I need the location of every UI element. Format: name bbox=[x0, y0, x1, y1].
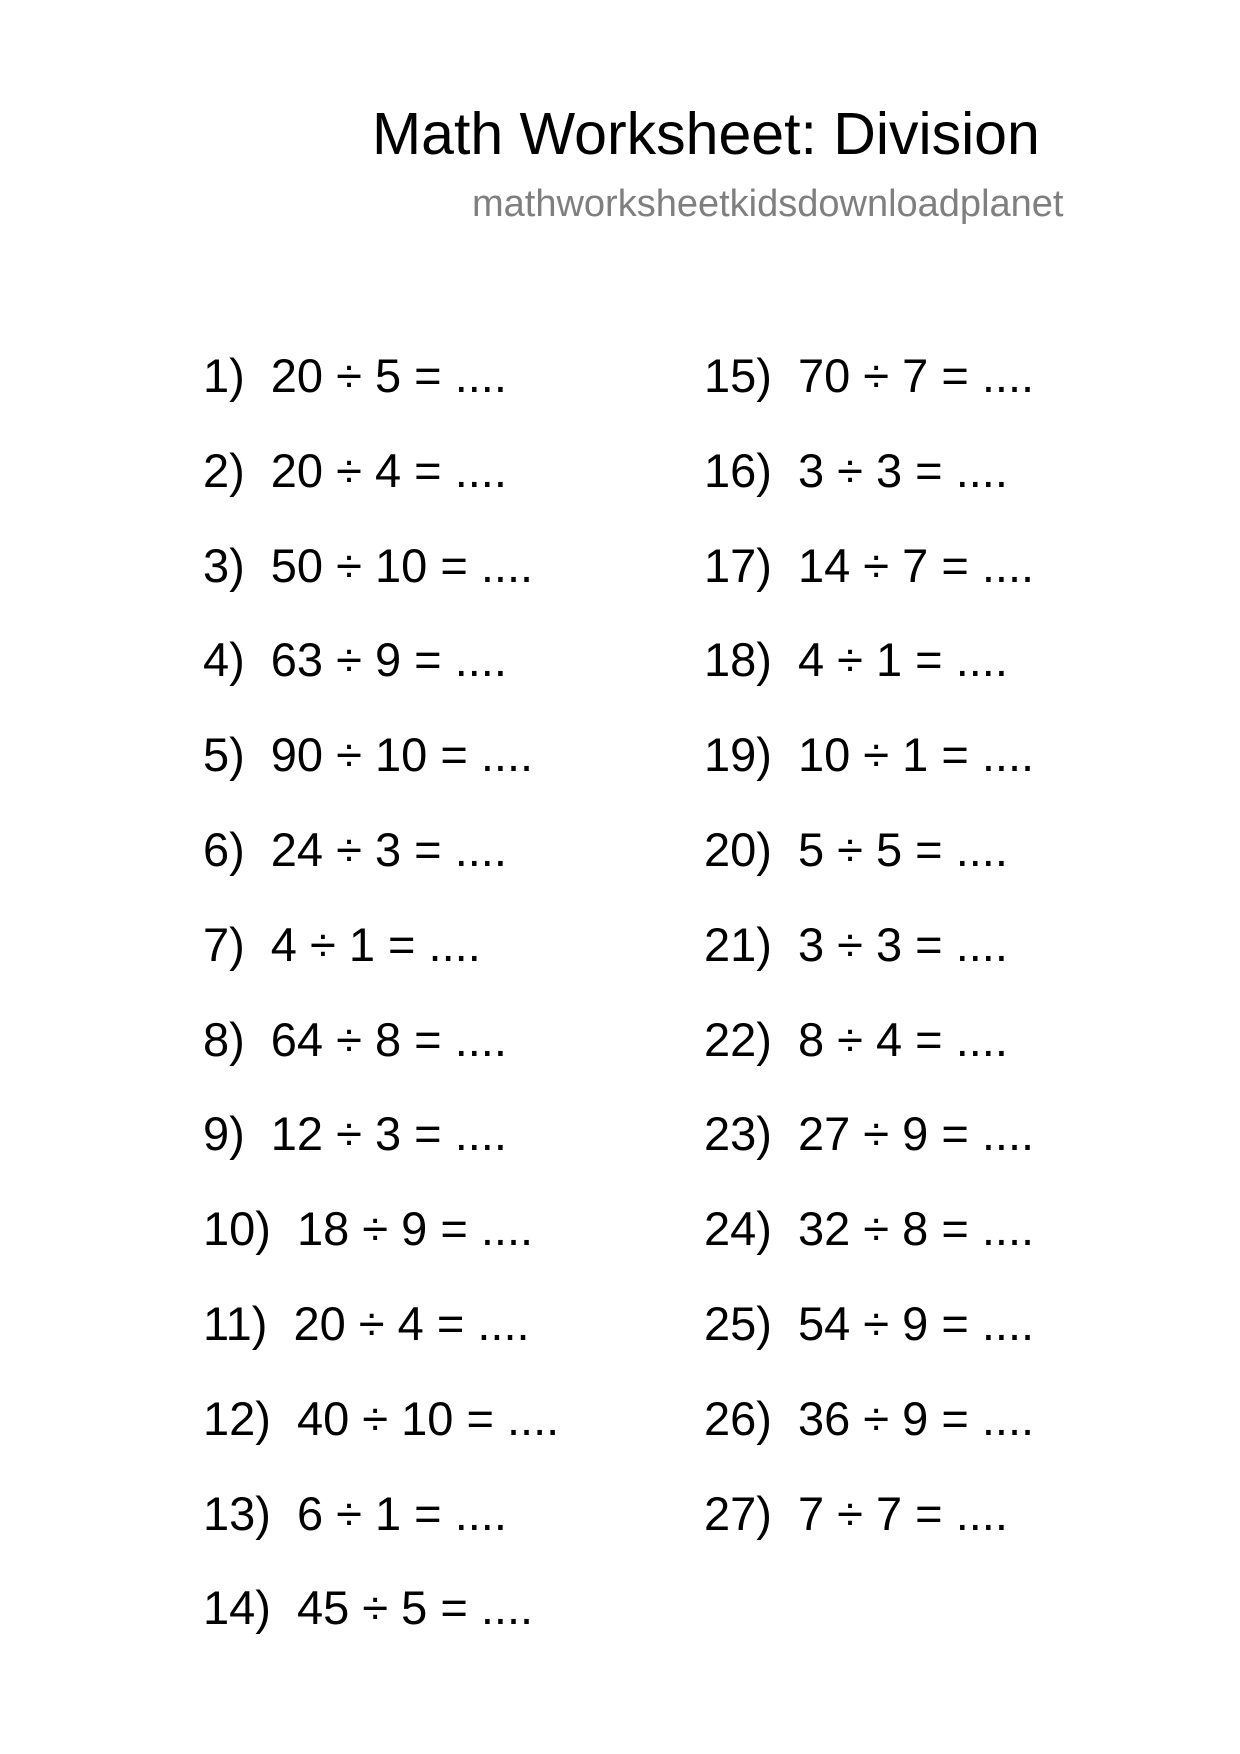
problem-expression: 10 ÷ 1 = .... bbox=[797, 728, 1035, 782]
problem-expression: 5 ÷ 5 = .... bbox=[797, 822, 1008, 876]
problem-number: 7) bbox=[203, 917, 245, 971]
problem-number: 13) bbox=[203, 1486, 271, 1540]
problem-number: 26) bbox=[704, 1391, 772, 1445]
problem-row bbox=[704, 443, 1034, 542]
problem-row bbox=[203, 1296, 559, 1395]
problem-row bbox=[704, 917, 1034, 1016]
problem-row bbox=[203, 728, 559, 826]
problem-row bbox=[203, 443, 559, 542]
problem-number: 3) bbox=[203, 538, 245, 592]
problem-expression: 64 ÷ 8 = .... bbox=[270, 1012, 507, 1066]
problem-expression: 6 ÷ 1 = .... bbox=[296, 1486, 507, 1540]
problem-number: 8) bbox=[203, 1012, 245, 1066]
problem-expression: 90 ÷ 10 = .... bbox=[270, 728, 534, 782]
problem-row bbox=[203, 1107, 559, 1205]
page-title: Math Worksheet: Division bbox=[372, 101, 1040, 167]
problem-number: 25) bbox=[704, 1296, 772, 1350]
site-watermark: mathworksheetkidsdownloadplanet bbox=[472, 183, 1064, 225]
problem-row bbox=[704, 1391, 1035, 1490]
problem-row bbox=[203, 633, 559, 731]
problem-expression: 63 ÷ 9 = .... bbox=[270, 633, 507, 687]
problem-number: 11) bbox=[203, 1296, 268, 1350]
problem-row bbox=[203, 1012, 559, 1111]
problem-expression: 4 ÷ 1 = .... bbox=[797, 633, 1008, 687]
problem-number: 6) bbox=[203, 822, 245, 876]
problem-number: 24) bbox=[704, 1202, 772, 1256]
problem-expression: 14 ÷ 7 = .... bbox=[797, 538, 1035, 592]
problem-expression: 20 ÷ 5 = .... bbox=[270, 349, 507, 402]
problem-number: 4) bbox=[203, 633, 245, 687]
problem-number: 22) bbox=[704, 1012, 772, 1066]
problem-number: 15) bbox=[704, 349, 772, 402]
problem-expression: 12 ÷ 3 = .... bbox=[270, 1107, 507, 1161]
problem-row bbox=[704, 728, 1035, 826]
problem-number: 17) bbox=[704, 538, 772, 592]
problem-expression: 3 ÷ 3 = .... bbox=[797, 917, 1008, 971]
problem-expression: 4 ÷ 1 = .... bbox=[270, 917, 481, 971]
problem-row bbox=[203, 822, 559, 921]
problem-expression: 70 ÷ 7 = .... bbox=[797, 349, 1035, 402]
problem-row bbox=[203, 538, 559, 637]
problem-expression: 3 ÷ 3 = .... bbox=[797, 443, 1008, 497]
problem-number: 16) bbox=[704, 443, 772, 497]
problem-row bbox=[203, 1202, 559, 1300]
problem-row bbox=[203, 917, 559, 1016]
problem-row bbox=[203, 1581, 559, 1679]
problem-expression: 32 ÷ 8 = .... bbox=[797, 1202, 1035, 1256]
problem-expression: 8 ÷ 4 = .... bbox=[797, 1012, 1008, 1066]
problem-expression: 18 ÷ 9 = .... bbox=[296, 1202, 534, 1256]
problem-expression: 50 ÷ 10 = .... bbox=[270, 538, 534, 592]
problem-expression: 54 ÷ 9 = .... bbox=[797, 1296, 1035, 1350]
problem-row bbox=[704, 538, 1035, 637]
problem-row bbox=[203, 1391, 560, 1490]
problem-expression: 45 ÷ 5 = .... bbox=[296, 1581, 534, 1635]
problem-number: 21) bbox=[704, 917, 772, 971]
problem-row bbox=[203, 349, 559, 447]
problems-left-column bbox=[203, 349, 560, 1679]
problem-number: 23) bbox=[704, 1107, 772, 1161]
problem-expression: 27 ÷ 9 = .... bbox=[797, 1107, 1035, 1161]
problem-expression: 40 ÷ 10 = .... bbox=[296, 1391, 560, 1445]
problem-number: 12) bbox=[203, 1391, 271, 1445]
problem-row bbox=[704, 349, 1035, 447]
problem-number: 2) bbox=[203, 443, 245, 497]
problem-number: 19) bbox=[704, 728, 772, 782]
problem-number: 20) bbox=[704, 822, 772, 876]
problem-row bbox=[704, 1486, 1034, 1585]
problem-number: 14) bbox=[203, 1581, 271, 1635]
problem-expression: 7 ÷ 7 = .... bbox=[797, 1486, 1008, 1540]
problem-number: 9) bbox=[203, 1107, 245, 1161]
problem-number: 5) bbox=[203, 728, 245, 782]
problem-number: 10) bbox=[203, 1202, 271, 1256]
problem-number: 18) bbox=[704, 633, 772, 687]
problem-expression: 36 ÷ 9 = .... bbox=[797, 1391, 1035, 1445]
problem-row bbox=[704, 822, 1034, 921]
problem-row bbox=[704, 1202, 1035, 1300]
problem-row bbox=[704, 1296, 1035, 1395]
problem-expression: 24 ÷ 3 = .... bbox=[270, 822, 507, 876]
problem-expression: 20 ÷ 4 = .... bbox=[293, 1296, 530, 1350]
problem-number: 27) bbox=[704, 1486, 772, 1540]
problem-row bbox=[704, 1012, 1034, 1111]
problem-row bbox=[203, 1486, 559, 1585]
problems-right-column bbox=[704, 349, 1035, 1584]
problem-row bbox=[704, 633, 1034, 731]
problem-row bbox=[704, 1107, 1035, 1205]
problem-expression: 20 ÷ 4 = .... bbox=[270, 443, 507, 497]
problem-number: 1) bbox=[203, 349, 245, 402]
